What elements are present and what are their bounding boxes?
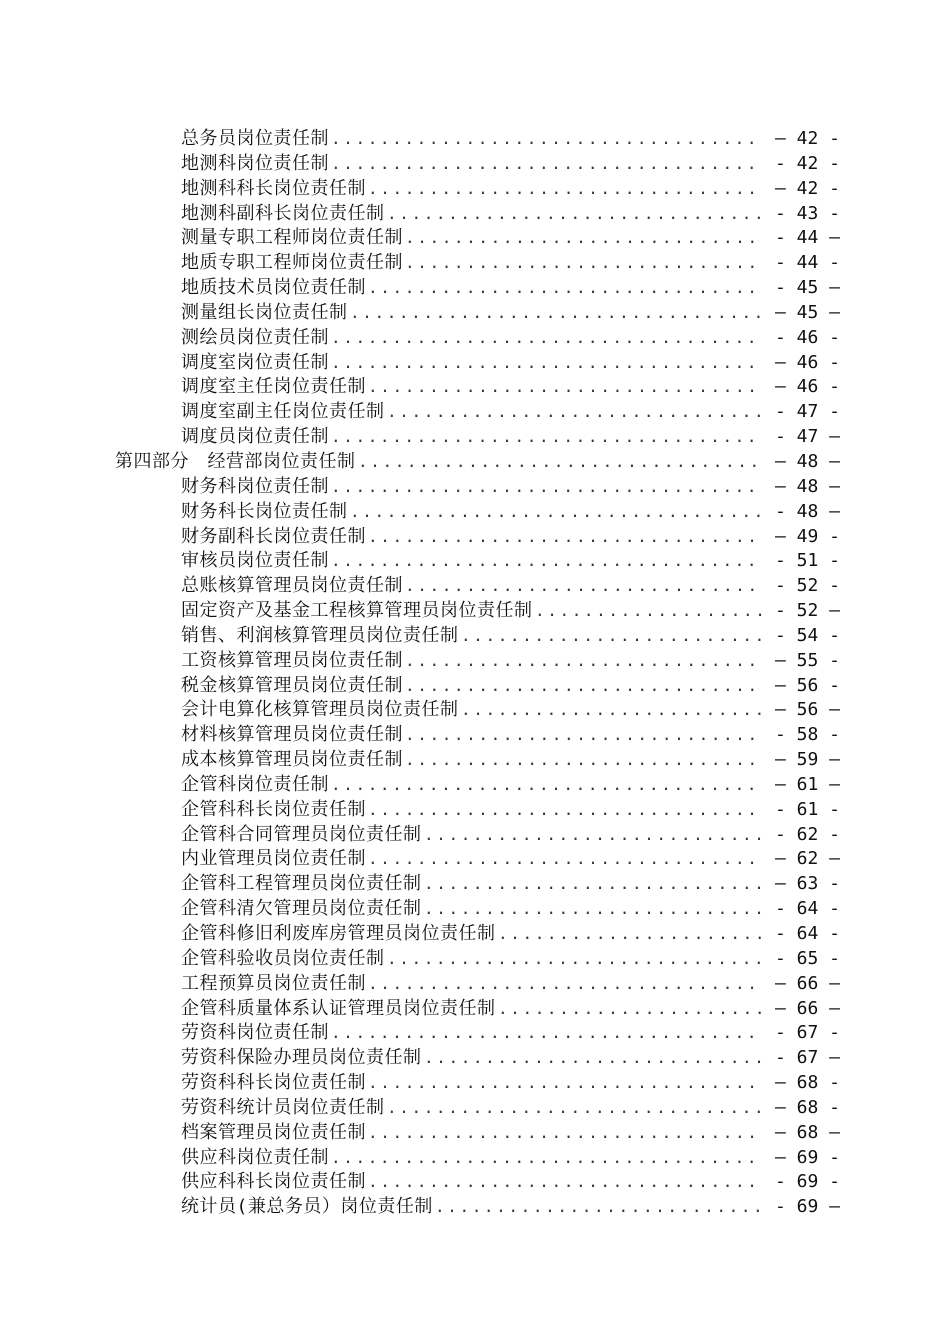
toc-page-number: — 68 - xyxy=(774,1096,840,1118)
toc-dot-leader: ................................... xyxy=(331,327,760,347)
toc-dot-leader: ................................ xyxy=(368,178,760,198)
toc-entry-title: 财务副科长岗位责任制 xyxy=(181,525,366,547)
toc-dot-leader: ............................. xyxy=(405,576,760,596)
toc-entry-title: 财务科长岗位责任制 xyxy=(181,500,348,522)
toc-dot-leader: ............................ xyxy=(424,1048,767,1068)
toc-entry[interactable] xyxy=(0,326,950,351)
toc-dot-leader: ................................... xyxy=(331,427,760,447)
toc-page-number: — 68 — xyxy=(774,1121,840,1143)
toc-entry-title: 企管科修旧利废库房管理员岗位责任制 xyxy=(181,923,496,944)
toc-entry-title: 劳资科保险办理员岗位责任制 xyxy=(181,1047,422,1069)
toc-entry-title: 测量组长岗位责任制 xyxy=(181,301,348,323)
toc-page-number: - 48 — xyxy=(774,500,840,522)
toc-dot-leader: ............................. xyxy=(405,650,760,670)
toc-entry-title: 调度室主任岗位责任制 xyxy=(181,376,366,398)
toc-entry[interactable] xyxy=(0,251,950,276)
toc-entry[interactable] xyxy=(0,301,950,326)
toc-page-number: — 59 — xyxy=(774,749,840,771)
toc-page-number: - 45 — xyxy=(774,277,840,299)
toc-entry-title: 企管科科长岗位责任制 xyxy=(181,798,366,820)
toc-page-number: — 68 - xyxy=(774,1072,840,1094)
toc-entry[interactable] xyxy=(0,351,950,376)
toc-page-number: — 46 - xyxy=(774,351,840,373)
toc-page-number: — 42 - xyxy=(774,177,840,199)
toc-entry[interactable] xyxy=(0,375,950,400)
toc-dot-leader: ................................... xyxy=(331,1023,760,1043)
toc-entry-title: 第四部分 经营部岗位责任制 xyxy=(115,450,356,472)
toc-entry[interactable] xyxy=(0,698,950,723)
toc-entry[interactable] xyxy=(0,847,950,872)
toc-entry-title: 审核员岗位责任制 xyxy=(181,550,329,572)
toc-dot-leader: ................................ xyxy=(368,799,760,819)
toc-entry[interactable] xyxy=(0,1046,950,1071)
toc-page-number: - 44 — xyxy=(774,227,840,249)
toc-page-number: — 63 - xyxy=(774,873,840,895)
toc-dot-leader: ............................... xyxy=(387,948,767,968)
toc-entry-title: 地测科岗位责任制 xyxy=(181,152,329,174)
toc-entry[interactable] xyxy=(0,798,950,823)
toc-entry-title: 劳资科岗位责任制 xyxy=(181,1022,329,1044)
toc-dot-leader: ............................ xyxy=(424,899,767,919)
toc-entry[interactable] xyxy=(0,525,950,550)
toc-entry-title: 地测科副科长岗位责任制 xyxy=(181,202,385,224)
toc-entry[interactable] xyxy=(0,947,950,972)
toc-entry-title: 销售、利润核算管理员岗位责任制 xyxy=(181,624,459,646)
toc-entry-title: 企管科质量体系认证管理员岗位责任制 xyxy=(181,997,496,1019)
toc-entry-title: 材料核算管理员岗位责任制 xyxy=(181,724,403,746)
toc-entry[interactable] xyxy=(0,127,950,152)
toc-entry[interactable] xyxy=(0,276,950,301)
toc-entry[interactable] xyxy=(0,1146,950,1171)
toc-entry-title: 统计员(兼总务员）岗位责任制 xyxy=(181,1196,433,1218)
toc-page-number: — 56 - xyxy=(774,674,840,696)
toc-dot-leader: ................................ xyxy=(368,1073,760,1093)
toc-dot-leader: ......................... xyxy=(461,625,767,645)
toc-page-number: - 62 - xyxy=(774,823,840,845)
toc-page-number: - 65 - xyxy=(774,947,840,969)
toc-entry-title: 地测科科长岗位责任制 xyxy=(181,177,366,199)
toc-dot-leader: ................................. xyxy=(358,451,762,471)
toc-entry-title: 企管科岗位责任制 xyxy=(181,773,329,795)
toc-dot-leader: ............................. xyxy=(405,228,760,248)
toc-dot-leader: ......................... xyxy=(461,700,767,720)
toc-dot-leader: .................................. xyxy=(350,501,766,521)
toc-dot-leader: ............................... xyxy=(387,203,767,223)
toc-dot-leader: ................................... xyxy=(331,476,760,496)
toc-entry-title: 劳资科科长岗位责任制 xyxy=(181,1072,366,1094)
toc-entry[interactable] xyxy=(0,748,950,773)
toc-entry[interactable] xyxy=(0,1121,950,1146)
toc-entry-title: 企管科合同管理员岗位责任制 xyxy=(181,823,422,845)
toc-entry[interactable] xyxy=(0,549,950,574)
toc-dot-leader: ........................... xyxy=(435,1197,766,1217)
toc-entry-title: 税金核算管理员岗位责任制 xyxy=(181,674,403,696)
toc-page-number: - 64 - xyxy=(774,898,840,920)
toc-entry[interactable] xyxy=(0,400,950,425)
toc-entry[interactable] xyxy=(0,624,950,649)
toc-dot-leader: ............................. xyxy=(405,750,760,770)
toc-entry[interactable] xyxy=(0,897,950,922)
toc-dot-leader: ................................... xyxy=(331,153,760,173)
toc-entry-title: 调度室副主任岗位责任制 xyxy=(181,401,385,423)
toc-page-number: — 55 - xyxy=(774,649,840,671)
toc-dot-leader: ................................... xyxy=(331,774,760,794)
toc-page-number: - 46 - xyxy=(774,326,840,348)
toc-entry-title: 企管科工程管理员岗位责任制 xyxy=(181,873,422,895)
toc-entry-title: 档案管理员岗位责任制 xyxy=(181,1121,366,1143)
toc-entry[interactable] xyxy=(0,599,950,624)
table-of-contents xyxy=(0,127,950,1220)
toc-entry[interactable] xyxy=(0,475,950,500)
toc-page-number: — 69 - xyxy=(774,1146,840,1168)
toc-page-number: - 52 — xyxy=(774,600,840,622)
toc-section-heading[interactable] xyxy=(0,450,950,475)
toc-dot-leader: ............................. xyxy=(405,725,760,745)
toc-dot-leader: ................................ xyxy=(368,1172,760,1192)
toc-page-number: - 43 - xyxy=(774,202,840,224)
toc-dot-leader: ................................ xyxy=(368,377,760,397)
toc-entry[interactable] xyxy=(0,723,950,748)
toc-page-number: - 69 — xyxy=(774,1196,840,1218)
toc-dot-leader: ............................. xyxy=(405,675,760,695)
toc-page-number: — 62 — xyxy=(774,848,840,870)
toc-entry-title: 内业管理员岗位责任制 xyxy=(181,848,366,870)
toc-entry[interactable] xyxy=(0,574,950,599)
toc-page-number: - 44 - xyxy=(774,252,840,274)
toc-page-number: - 67 - xyxy=(774,1022,840,1044)
toc-entry[interactable] xyxy=(0,823,950,848)
toc-page-number: - 51 - xyxy=(774,550,840,572)
toc-entry[interactable] xyxy=(0,922,950,947)
toc-entry[interactable] xyxy=(0,674,950,699)
toc-dot-leader: ................................... xyxy=(331,551,760,571)
toc-entry-title: 企管科清欠管理员岗位责任制 xyxy=(181,898,422,920)
toc-entry[interactable] xyxy=(0,177,950,202)
toc-entry[interactable] xyxy=(0,1195,950,1220)
toc-entry-title: 调度室岗位责任制 xyxy=(181,351,329,373)
toc-dot-leader: ...................... xyxy=(498,998,768,1018)
toc-dot-leader: ............................ xyxy=(424,824,767,844)
toc-page-number: — 66 — xyxy=(774,997,840,1019)
toc-page-number: - 54 - xyxy=(774,624,840,646)
toc-entry[interactable] xyxy=(0,997,950,1022)
toc-entry[interactable] xyxy=(0,152,950,177)
toc-dot-leader: ................................ xyxy=(368,526,760,546)
toc-dot-leader: ............................ xyxy=(424,874,767,894)
toc-dot-leader: ................................... xyxy=(331,129,760,148)
toc-dot-leader: .................................. xyxy=(350,302,766,322)
toc-entry-title: 地质专职工程师岗位责任制 xyxy=(181,252,403,274)
toc-entry-title: 供应科科长岗位责任制 xyxy=(181,1171,366,1193)
toc-page-number: - 69 - xyxy=(774,1171,840,1193)
toc-page-number: — 66 — xyxy=(774,972,840,994)
toc-dot-leader: ................................... xyxy=(331,352,760,372)
toc-dot-leader: ................................ xyxy=(368,849,760,869)
toc-entry[interactable] xyxy=(0,773,950,798)
toc-page-number: — 56 — xyxy=(774,699,840,721)
toc-entry-title: 工资核算管理员岗位责任制 xyxy=(181,649,403,671)
toc-entry-title: 地质技术员岗位责任制 xyxy=(181,277,366,299)
toc-page-number: - 64 - xyxy=(774,923,840,944)
toc-entry-title: 供应科岗位责任制 xyxy=(181,1146,329,1168)
toc-dot-leader: ................................ xyxy=(368,1122,760,1142)
toc-page-number: — 49 - xyxy=(774,525,840,547)
toc-entry[interactable] xyxy=(0,1170,950,1195)
toc-page-number: — 42 - xyxy=(774,128,840,149)
toc-entry-title: 测绘员岗位责任制 xyxy=(181,326,329,348)
toc-entry-title: 总账核算管理员岗位责任制 xyxy=(181,575,403,597)
toc-dot-leader: ...................... xyxy=(498,924,768,943)
toc-entry-title: 劳资科统计员岗位责任制 xyxy=(181,1096,385,1118)
toc-page-number: — 48 — xyxy=(774,475,840,497)
toc-entry-title: 企管科验收员岗位责任制 xyxy=(181,947,385,969)
toc-page-number: — 45 — xyxy=(774,301,840,323)
toc-entry-title: 成本核算管理员岗位责任制 xyxy=(181,749,403,771)
toc-entry-title: 会计电算化核算管理员岗位责任制 xyxy=(181,699,459,721)
toc-entry-title: 财务科岗位责任制 xyxy=(181,475,329,497)
toc-entry[interactable] xyxy=(0,649,950,674)
toc-entry[interactable] xyxy=(0,226,950,251)
toc-entry-title: 调度员岗位责任制 xyxy=(181,426,329,448)
toc-dot-leader: ............................... xyxy=(387,1097,767,1117)
toc-dot-leader: ................................ xyxy=(368,278,760,298)
toc-page-number: — 46 - xyxy=(774,376,840,398)
toc-dot-leader: ................................... xyxy=(331,1147,760,1167)
toc-page-number: - 67 — xyxy=(774,1047,840,1069)
toc-entry[interactable] xyxy=(0,972,950,997)
toc-entry[interactable] xyxy=(0,202,950,227)
toc-entry-title: 工程预算员岗位责任制 xyxy=(181,972,366,994)
toc-page-number: - 47 — xyxy=(774,426,840,448)
toc-entry[interactable] xyxy=(0,500,950,525)
toc-entry[interactable] xyxy=(0,872,950,897)
toc-page-number: — 48 — xyxy=(774,450,840,472)
toc-entry[interactable] xyxy=(0,1071,950,1096)
toc-page-number: — 61 — xyxy=(774,773,840,795)
toc-entry-title: 固定资产及基金工程核算管理员岗位责任制 xyxy=(181,600,533,622)
toc-page-number: - 61 - xyxy=(774,798,840,820)
toc-dot-leader: ................................ xyxy=(368,973,760,993)
toc-page-number: - 42 - xyxy=(774,152,840,174)
toc-dot-leader: ................... xyxy=(535,601,768,621)
toc-entry-title: 测量专职工程师岗位责任制 xyxy=(181,227,403,249)
toc-entry[interactable] xyxy=(0,1021,950,1046)
toc-entry[interactable] xyxy=(0,425,950,450)
toc-page-number: - 47 - xyxy=(774,401,840,423)
toc-dot-leader: ............................... xyxy=(387,402,767,422)
toc-page-number: - 52 - xyxy=(774,575,840,597)
toc-entry[interactable] xyxy=(0,1096,950,1121)
toc-page-number: - 58 - xyxy=(774,724,840,746)
toc-dot-leader: ............................. xyxy=(405,253,760,273)
toc-entry-title: 总务员岗位责任制 xyxy=(181,128,329,149)
